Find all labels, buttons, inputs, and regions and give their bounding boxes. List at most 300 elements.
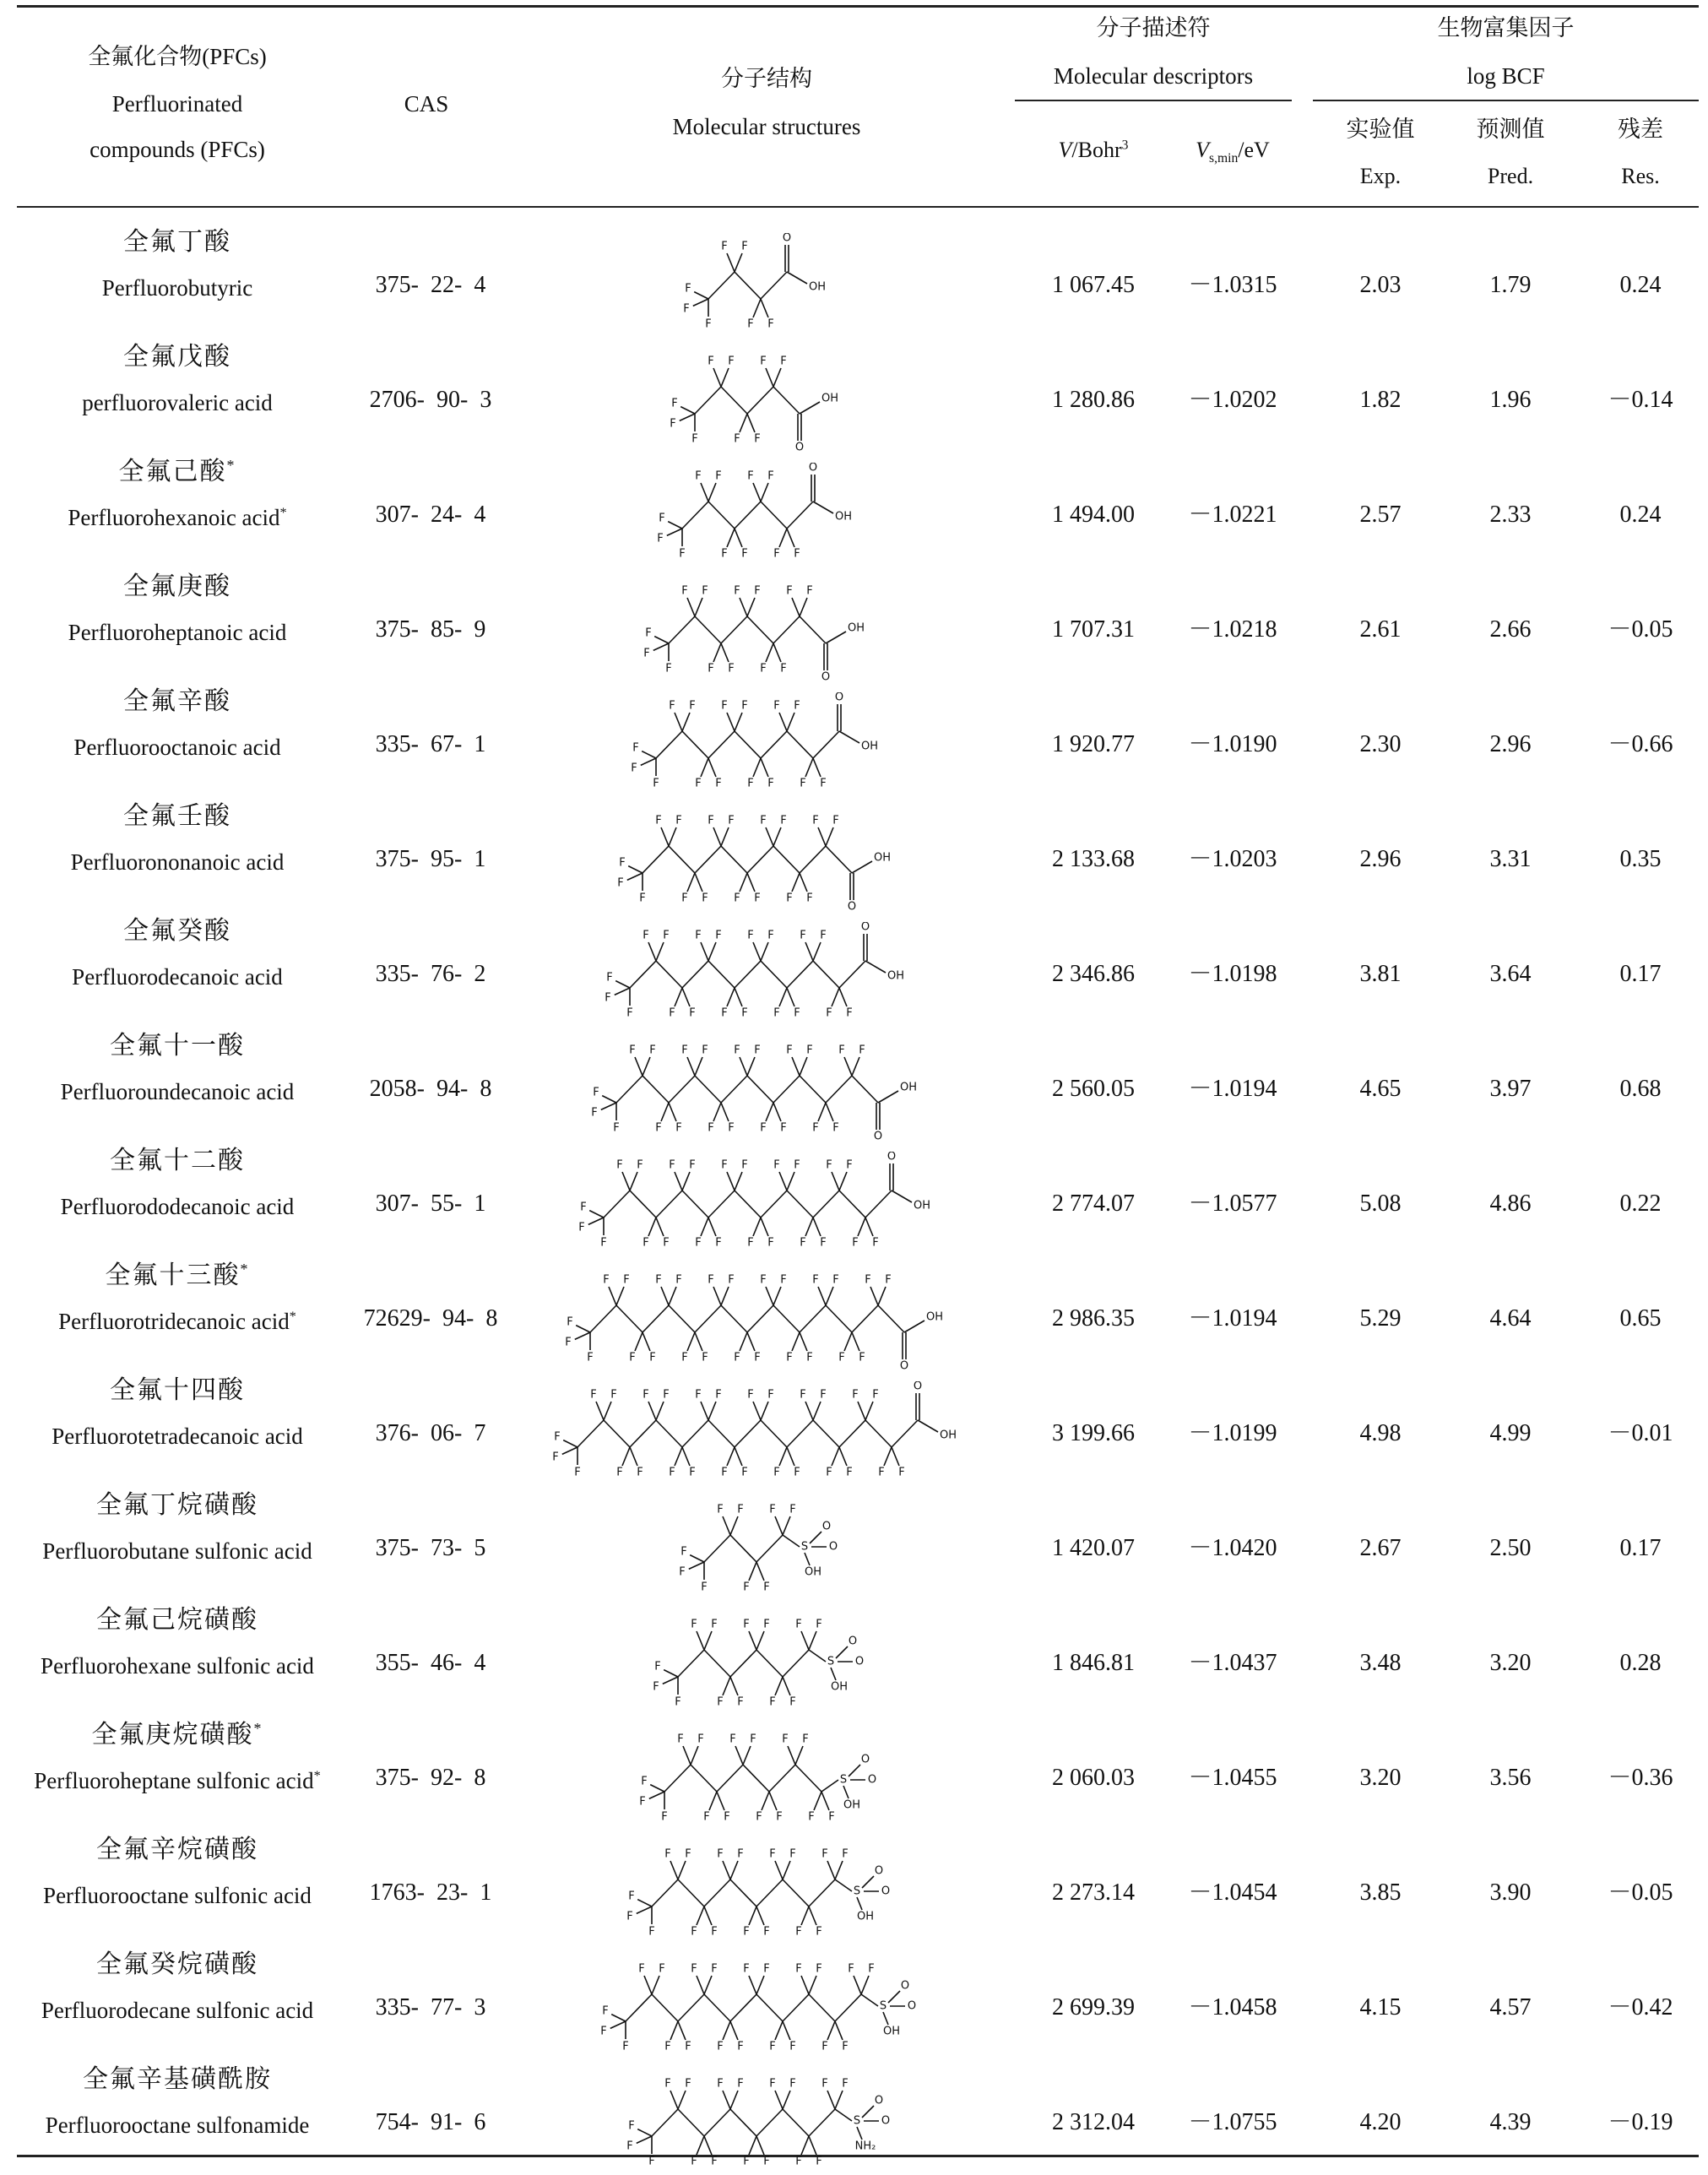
fluorine-atom: F — [754, 892, 761, 905]
fluorine-atom: F — [636, 1158, 643, 1172]
fluorine-atom: F — [632, 741, 639, 755]
cas-segment: 94- — [442, 1305, 474, 1332]
cf-bond — [649, 1792, 664, 1798]
cf-bond — [827, 2091, 835, 2109]
fluorine-atom: F — [768, 1847, 776, 1861]
cf-bond — [818, 827, 826, 846]
fluorine-atom: F — [658, 1962, 665, 1976]
sulfur-atom: S — [800, 1540, 808, 1554]
cas-segment: 335- — [375, 731, 419, 757]
hydroxyl-bond — [892, 1191, 912, 1202]
molecule-structure — [655, 463, 879, 567]
s-bond — [821, 1780, 838, 1792]
cf-bond — [670, 2021, 678, 2040]
carbon-bond — [756, 1650, 783, 1677]
fluorine-atom: F — [702, 1044, 708, 1057]
fluorine-atom: F — [674, 1695, 681, 1709]
compound-name-en — [0, 1425, 355, 1448]
cas-segment: 754- — [375, 2109, 419, 2135]
oxygen-atom: O — [794, 441, 805, 453]
compound-en-text: Perfluorooctane sulfonamide — [45, 2113, 310, 2138]
fluorine-atom: F — [867, 1962, 875, 1976]
cf-bond — [604, 1402, 611, 1420]
fluorine-atom: F — [671, 397, 678, 410]
fluorine-atom: F — [821, 2077, 828, 2091]
fluorine-atom: F — [768, 1503, 776, 1516]
cf-bond — [809, 1631, 816, 1650]
cf-bond — [611, 2015, 626, 2021]
fluorine-atom: F — [762, 1962, 770, 1976]
compound-cn-text: 全氟十一酸 — [110, 1032, 245, 1060]
header-exp-en: Exp. — [1359, 164, 1402, 188]
carbon-bond — [616, 1076, 643, 1103]
pred-value: 3.64 — [1489, 961, 1532, 987]
fluorine-atom: F — [762, 1925, 770, 1939]
carbon-bond — [626, 1994, 652, 2021]
fluorine-atom: F — [821, 2040, 828, 2053]
oxygen-atom: O — [913, 1381, 922, 1393]
compound-name-en — [0, 966, 355, 989]
hydroxyl-group: OH — [847, 621, 865, 635]
oxygen-atom: O — [899, 1359, 909, 1371]
fluorine-atom: F — [762, 1581, 770, 1594]
fluorine-atom: F — [789, 1695, 796, 1709]
cas-segment: 4 — [474, 272, 486, 298]
fluorine-atom: F — [684, 282, 691, 296]
header-volume — [1038, 139, 1148, 161]
fluorine-atom: F — [871, 1388, 879, 1402]
cf-bond — [878, 1287, 886, 1305]
oxygen-atom: O — [828, 1540, 838, 1554]
residual-value: 0.65 — [1619, 1305, 1662, 1332]
fluorine-atom: F — [812, 1273, 819, 1287]
molecule-svg — [655, 463, 879, 567]
fluorine-atom: F — [815, 2155, 822, 2168]
cf-bond — [708, 1402, 716, 1420]
fluorine-atom: F — [613, 1121, 620, 1135]
cf-bond — [721, 1103, 729, 1121]
fluorine-atom: F — [780, 1121, 787, 1135]
exp-value: 5.08 — [1359, 1191, 1402, 1217]
cf-bond — [826, 827, 833, 846]
cas-segment: 1 — [474, 846, 486, 872]
s-bond — [835, 1879, 852, 1891]
cf-bond — [792, 1057, 800, 1076]
fluorine-atom: F — [799, 929, 806, 942]
residual-value: 0.17 — [1619, 1535, 1662, 1561]
compound-cn-text: 全氟辛酸 — [123, 687, 231, 715]
fluorine-atom: F — [553, 1430, 561, 1444]
cf-bond — [670, 1861, 678, 1879]
fluorine-atom: F — [637, 1962, 645, 1976]
fluorine-atom: F — [736, 1847, 744, 1861]
cf-bond — [753, 299, 761, 317]
cf-bond — [775, 1516, 783, 1535]
cas-segment: 307- — [375, 502, 419, 528]
cf-bond — [708, 483, 716, 502]
fluorine-atom: F — [812, 1121, 819, 1135]
carbon-bond — [761, 731, 787, 758]
compound-en-text: Perfluoroundecanoic acid — [60, 1079, 295, 1104]
cf-bond — [827, 1861, 835, 1879]
oxygen-atom: O — [873, 1130, 883, 1142]
carbon-bond — [664, 1765, 691, 1792]
fluorine-atom: F — [720, 1006, 728, 1020]
compound-name-en — [0, 277, 355, 300]
hydroxyl-bond — [813, 502, 833, 513]
vsmin-value: －1.0194 — [1188, 1076, 1277, 1102]
cf-bond — [637, 2129, 652, 2136]
fluorine-atom: F — [714, 1388, 722, 1402]
compound-name-cn — [0, 1263, 355, 1288]
cf-bond — [575, 1332, 590, 1339]
carbon-bond — [652, 2109, 678, 2136]
carbon-bond — [656, 1191, 682, 1218]
compound-cn-text: 全氟癸烷磺酸 — [96, 1950, 258, 1978]
s-bond — [809, 1650, 826, 1662]
carbon-bond — [656, 731, 682, 758]
cf-bond — [749, 2136, 756, 2155]
molecule-structure — [550, 1381, 984, 1486]
cf-bond — [622, 1172, 630, 1191]
fluorine-atom: F — [768, 2040, 776, 2053]
cf-bond — [669, 827, 676, 846]
carbon-bond — [708, 272, 735, 299]
fluorine-atom: F — [668, 1158, 675, 1172]
fluorine-atom: F — [626, 1006, 633, 1020]
sulfur-atom: S — [839, 1773, 848, 1787]
cf-bond — [682, 1447, 690, 1466]
cf-bond — [691, 1746, 698, 1765]
compound-name-cn — [0, 1952, 355, 1977]
compound-cn-text: 全氟十四酸 — [110, 1376, 245, 1404]
fluorine-atom: F — [859, 1351, 865, 1364]
fluorine-atom: F — [767, 929, 774, 942]
cf-bond — [740, 598, 747, 616]
cf-bond — [682, 1172, 690, 1191]
compound-name-cn — [0, 1148, 355, 1174]
cas-segment: 90- — [436, 387, 469, 413]
fluorine-atom: F — [859, 1044, 865, 1057]
carbon-bond — [783, 2109, 809, 2136]
fluorine-atom: F — [851, 1236, 859, 1250]
cf-bond — [779, 713, 787, 731]
molecule-svg — [589, 1037, 944, 1142]
volume-value: 2 986.35 — [1052, 1305, 1135, 1332]
cf-bond — [563, 1440, 577, 1447]
oxygen-atom: O — [821, 670, 831, 682]
table-top-rule — [17, 5, 1699, 8]
compound-cn-text: 全氟辛基磺酰胺 — [83, 2065, 272, 2093]
exp-value: 2.30 — [1359, 731, 1402, 757]
carbon-bond — [852, 1305, 878, 1332]
header-compound-en2: compounds (PFCs) — [89, 137, 265, 162]
fluorine-atom: F — [734, 1044, 740, 1057]
cas-segment: 1 — [480, 1879, 492, 1906]
fluorine-atom: F — [724, 1810, 730, 1824]
cf-bond — [661, 827, 669, 846]
fluorine-atom: F — [665, 662, 672, 675]
compound-name-cn — [0, 1722, 355, 1748]
cf-bond — [809, 1976, 816, 1994]
s-bond — [861, 1994, 878, 2006]
cf-bond — [630, 1447, 637, 1466]
molecule-structure — [637, 1726, 896, 1831]
cas-segment: 9 — [474, 616, 486, 643]
cf-bond — [670, 2091, 678, 2109]
fluorine-atom: F — [694, 469, 702, 483]
fluorine-atom: F — [793, 547, 800, 561]
compound-name-cn — [0, 230, 355, 255]
cf-bond — [652, 1976, 659, 1994]
s-bond — [835, 2109, 852, 2121]
cf-bond — [704, 1976, 712, 1994]
carbon-bond — [852, 1076, 878, 1103]
fluorine-atom: F — [762, 2155, 770, 2168]
carbon-bond — [730, 1650, 756, 1677]
molecule-svg — [563, 1266, 970, 1371]
fluorine-atom: F — [742, 1618, 750, 1631]
fluorine-atom: F — [704, 317, 712, 331]
fluorine-atom: F — [702, 892, 708, 905]
cf-bond — [761, 299, 768, 317]
cf-bond — [701, 758, 708, 777]
cf-bond — [701, 1218, 708, 1236]
fluorine-atom: F — [652, 1680, 659, 1694]
fluorine-atom: F — [734, 584, 740, 598]
fluorine-atom: F — [694, 1388, 702, 1402]
fluorine-atom: F — [690, 2155, 697, 2168]
volume-value: 3 199.66 — [1052, 1420, 1135, 1446]
cf-bond — [735, 1447, 742, 1466]
carbon-bond — [708, 1191, 735, 1218]
cf-bond — [839, 1447, 847, 1466]
exp-value: 3.20 — [1359, 1765, 1402, 1791]
oxygen-atom: O — [874, 1864, 883, 1878]
cf-bond — [783, 1861, 790, 1879]
oxygen-atom: O — [867, 1773, 877, 1787]
compound-en-text: Perfluorohexanoic acid — [68, 505, 280, 530]
oxygen-atom: O — [860, 1753, 870, 1766]
cf-bond — [740, 414, 747, 432]
carbon-bond — [735, 272, 761, 299]
fluorine-atom: F — [729, 1733, 736, 1746]
cf-bond — [775, 2091, 783, 2109]
header-descriptors-cn: 分子描述符 — [1096, 15, 1211, 41]
carbon-bond — [652, 1879, 678, 1907]
header-res-en: Res. — [1621, 164, 1660, 188]
compound-name-cn — [0, 344, 355, 370]
fluorine-atom: F — [762, 1618, 770, 1631]
fluorine-atom: F — [615, 1466, 623, 1479]
asterisk-mark: * — [253, 1720, 263, 1737]
cf-bond — [818, 1103, 826, 1121]
cf-bond — [809, 1907, 816, 1925]
residual-value: －0.05 — [1608, 616, 1673, 643]
cas-segment: 335- — [375, 961, 419, 987]
compound-cn-text: 全氟辛烷磺酸 — [96, 1836, 258, 1863]
fluorine-atom: F — [746, 469, 754, 483]
hydroxyl-group: OH — [887, 969, 904, 983]
molecule-svg — [615, 807, 918, 912]
fluorine-atom: F — [794, 1618, 802, 1631]
fluorine-atom: F — [845, 1006, 853, 1020]
residual-value: 0.17 — [1619, 961, 1662, 987]
fluorine-atom: F — [746, 929, 754, 942]
hydroxyl-group: OH — [804, 1565, 821, 1579]
fluorine-atom: F — [825, 1006, 832, 1020]
carbon-bond — [669, 846, 695, 873]
cas-number — [329, 1766, 532, 1790]
fluorine-atom: F — [662, 1236, 670, 1250]
fluorine-atom: F — [736, 1503, 744, 1516]
cas-number — [329, 1996, 532, 2020]
carbon-bond — [721, 1076, 747, 1103]
hydroxyl-group: OH — [939, 1429, 957, 1442]
cas-segment: 8 — [485, 1305, 498, 1332]
cas-segment: 375- — [375, 1765, 419, 1791]
cf-bond — [735, 713, 742, 731]
molecule-structure — [629, 692, 905, 797]
cf-bond — [637, 1900, 652, 1907]
header-exp-cn: 实验值 — [1346, 117, 1415, 142]
hydroxyl-bond — [865, 961, 886, 973]
fluorine-atom: F — [847, 1962, 854, 1976]
volume-value: 2 346.86 — [1052, 961, 1135, 987]
fluorine-atom: F — [754, 432, 761, 446]
compound-en-text: perfluorovaleric acid — [82, 390, 273, 415]
compound-cn-text: 全氟十二酸 — [110, 1147, 245, 1174]
cf-bond — [628, 866, 643, 873]
cf-bond — [835, 2021, 843, 2040]
cf-bond — [654, 637, 669, 643]
cas-segment: 376- — [375, 1420, 419, 1446]
carbon-bond — [691, 1765, 717, 1792]
carbon-bond — [682, 731, 708, 758]
header-cas: CAS — [404, 91, 449, 117]
fluorine-atom: F — [789, 1847, 796, 1861]
cas-number — [329, 618, 532, 642]
cas-segment: 46- — [431, 1650, 463, 1676]
cas-segment: 375- — [375, 616, 419, 643]
fluorine-atom: F — [742, 1962, 750, 1976]
fluorine-atom: F — [697, 1733, 704, 1746]
carbon-bond — [761, 1191, 787, 1218]
header-compound-en1: Perfluorinated — [111, 91, 243, 117]
carbon-bond — [695, 387, 721, 414]
cas-segment: 375- — [375, 272, 419, 298]
sulfur-atom: S — [879, 1999, 887, 2013]
hydroxyl-bond — [787, 272, 807, 284]
cf-bond — [727, 713, 735, 731]
compound-en-text: Perfluorodecanoic acid — [72, 964, 283, 990]
header-vsmin-symbol: V — [1196, 138, 1210, 162]
hydroxyl-bond — [878, 1091, 898, 1103]
carbon-bond — [787, 1191, 813, 1218]
carbon-bond — [704, 1535, 730, 1562]
so-bond — [862, 1876, 874, 1888]
cf-bond — [708, 942, 716, 961]
carbon-bond — [708, 731, 735, 758]
fluorine-atom: F — [740, 240, 748, 253]
cf-bond — [680, 414, 695, 420]
fluorine-atom: F — [767, 1236, 774, 1250]
fluorine-atom: F — [675, 1121, 682, 1135]
header-pred-en: Pred. — [1487, 164, 1534, 188]
fluorine-atom: F — [897, 1466, 905, 1479]
fluorine-atom: F — [767, 1388, 774, 1402]
fluorine-atom: F — [754, 584, 761, 598]
fluorine-atom: F — [819, 1388, 827, 1402]
cf-bond — [735, 529, 742, 547]
cf-bond — [769, 1792, 777, 1810]
fluorine-atom: F — [708, 1273, 714, 1287]
volume-value: 1 280.86 — [1052, 387, 1135, 413]
vsmin-value: －1.0190 — [1188, 731, 1277, 757]
cf-bond — [687, 873, 695, 892]
carbon-bond — [769, 1765, 795, 1792]
pred-value: 4.99 — [1489, 1420, 1532, 1446]
fluorine-atom: F — [661, 1810, 668, 1824]
vsmin-value: －1.0202 — [1188, 387, 1277, 413]
fluorine-atom: F — [694, 777, 702, 790]
fluorine-atom: F — [838, 1044, 845, 1057]
cf-bond — [747, 598, 755, 616]
cas-segment: 375- — [375, 1535, 419, 1561]
fluorine-atom: F — [691, 432, 698, 446]
hydroxyl-group: OH — [830, 1680, 848, 1694]
exp-value: 2.67 — [1359, 1535, 1402, 1561]
exp-value: 1.82 — [1359, 387, 1402, 413]
carbon-bond — [800, 1076, 826, 1103]
cf-bond — [704, 1631, 712, 1650]
cf-bond — [576, 1326, 590, 1332]
carbon-bond — [892, 1420, 918, 1447]
molecule-structure — [677, 1496, 857, 1601]
cf-bond — [695, 873, 702, 892]
cf-bond — [844, 1332, 852, 1351]
cf-bond — [678, 1861, 686, 1879]
cf-bond — [766, 1103, 773, 1121]
fluorine-atom: F — [780, 662, 787, 675]
header-vsmin — [1178, 138, 1288, 166]
fluorine-atom: F — [793, 1158, 800, 1172]
cf-bond — [775, 1677, 783, 1695]
cf-bond — [616, 1287, 624, 1305]
compound-name-en — [0, 1196, 355, 1218]
cf-bond — [743, 1746, 751, 1765]
cf-bond — [701, 942, 708, 961]
fluorine-atom: F — [710, 1618, 718, 1631]
fluorine-atom: F — [649, 1351, 656, 1364]
cf-bond — [596, 1402, 604, 1420]
molecule-structure — [577, 1152, 957, 1256]
cas-segment: 4 — [474, 502, 486, 528]
fluorine-atom: F — [708, 662, 714, 675]
cf-bond — [813, 1402, 821, 1420]
carbon-bond — [813, 961, 839, 988]
cf-bond — [656, 1218, 664, 1236]
fluorine-atom: F — [630, 762, 637, 775]
cf-bond — [713, 1103, 721, 1121]
pred-value: 4.39 — [1489, 2109, 1532, 2135]
hydroxyl-group: OH — [808, 280, 826, 294]
volume-value: 2 273.14 — [1052, 1879, 1135, 1906]
carbon-bond — [795, 1765, 821, 1792]
compound-name-cn — [0, 2067, 355, 2092]
fluorine-atom: F — [799, 1388, 806, 1402]
fluorine-atom: F — [821, 1847, 828, 1861]
